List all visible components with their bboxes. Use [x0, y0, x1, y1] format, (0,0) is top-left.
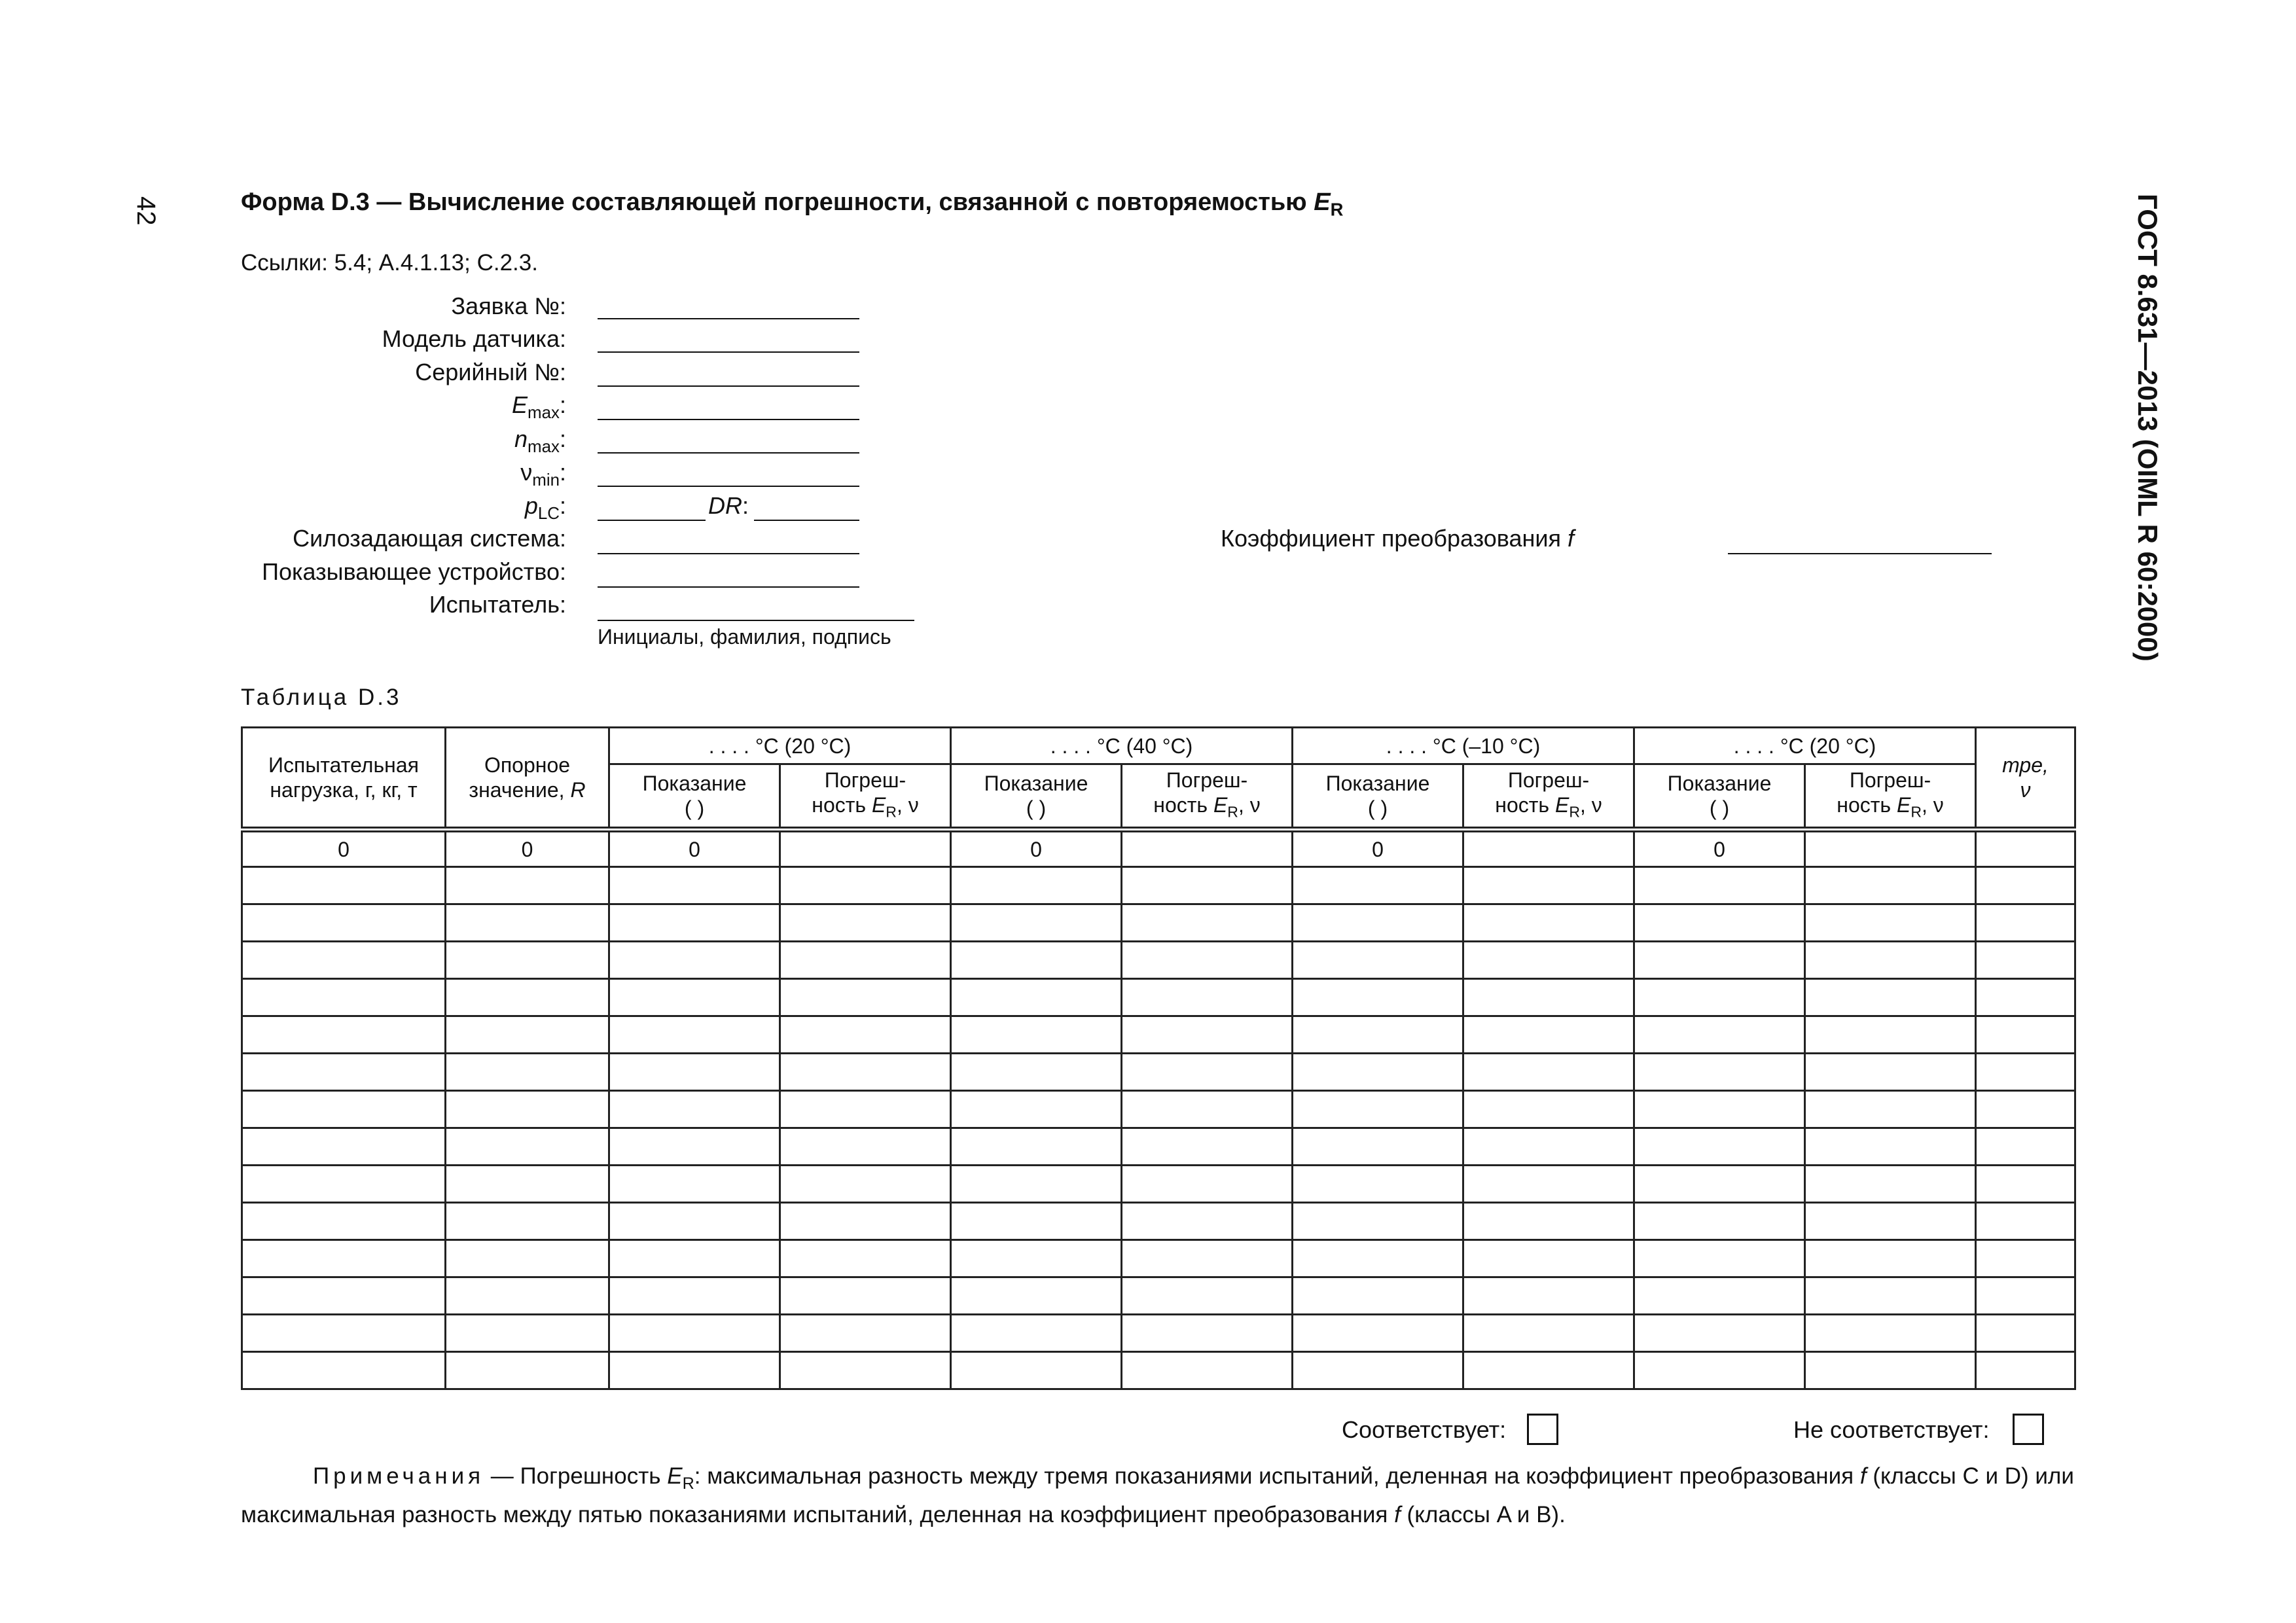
table-cell[interactable]: [1634, 1352, 1805, 1389]
table-cell[interactable]: [1805, 904, 1976, 942]
table-cell[interactable]: 0: [242, 830, 446, 867]
table-cell[interactable]: [1463, 1054, 1634, 1091]
table-cell[interactable]: [780, 1203, 951, 1240]
table-cell[interactable]: [609, 904, 780, 942]
table-cell[interactable]: [1805, 1054, 1976, 1091]
table-cell[interactable]: [1122, 1352, 1293, 1389]
table-cell[interactable]: [609, 1203, 780, 1240]
header-reading: [609, 764, 780, 830]
serial-label: Серийный №:: [415, 359, 566, 385]
table-cell[interactable]: [242, 1091, 446, 1128]
table-cell[interactable]: [1976, 1091, 2075, 1128]
table-row: [242, 1352, 2075, 1389]
table-cell[interactable]: [1463, 1352, 1634, 1389]
table-cell[interactable]: [1122, 1203, 1293, 1240]
table-cell[interactable]: [1976, 867, 2075, 904]
table-cell[interactable]: [780, 979, 951, 1016]
table-cell[interactable]: [1293, 1054, 1463, 1091]
table-cell[interactable]: [1293, 867, 1463, 904]
table-cell[interactable]: [609, 1091, 780, 1128]
vmin-suffix: :: [559, 459, 566, 486]
conversion-symbol: f: [1568, 525, 1575, 552]
conversion-label: [1221, 525, 1574, 552]
error-sub: R: [1227, 803, 1238, 821]
dr-label: [708, 492, 749, 520]
table-cell[interactable]: [1634, 1166, 1805, 1203]
error-label-2: ность: [1153, 793, 1208, 817]
table-cell[interactable]: [1463, 1203, 1634, 1240]
table-cell[interactable]: [951, 1016, 1122, 1054]
signature-caption: Инициалы, фамилия, подпись: [598, 625, 891, 649]
table-cell[interactable]: [1805, 1277, 1976, 1315]
header-req-text: тре,: [2002, 753, 2049, 777]
force-system-line[interactable]: [598, 553, 859, 554]
dr-symbol: DR: [708, 492, 742, 519]
table-cell[interactable]: [1634, 1203, 1805, 1240]
table-cell[interactable]: [780, 867, 951, 904]
table-cell[interactable]: [446, 1277, 609, 1315]
table-cell[interactable]: [446, 1352, 609, 1389]
table-cell[interactable]: [780, 1315, 951, 1352]
error-unit: , ν: [896, 793, 919, 817]
header-group-4: . . . . °C (20 °C): [1634, 728, 1976, 764]
table-cell[interactable]: [1122, 979, 1293, 1016]
error-sub: R: [1910, 803, 1922, 821]
table-cell[interactable]: [1293, 1128, 1463, 1166]
header-group-1: . . . . °C (20 °C): [609, 728, 951, 764]
table-cell[interactable]: [609, 1352, 780, 1389]
reading-label: Показание: [1325, 772, 1430, 795]
header-error: [1122, 764, 1293, 830]
tester-label: Испытатель:: [429, 591, 566, 618]
table-cell[interactable]: 0: [951, 830, 1122, 867]
table-cell[interactable]: [446, 1166, 609, 1203]
plc-line[interactable]: [598, 520, 706, 521]
table-row: [242, 1016, 2075, 1054]
table-cell[interactable]: [951, 1166, 1122, 1203]
table-cell[interactable]: [609, 867, 780, 904]
table-cell[interactable]: [1634, 1054, 1805, 1091]
force-system-label: Силозадающая система:: [293, 525, 566, 552]
table-cell[interactable]: [242, 904, 446, 942]
emax-sub: max: [528, 404, 560, 423]
dr-line[interactable]: [754, 520, 859, 521]
table-cell[interactable]: [1805, 1128, 1976, 1166]
table-row: [242, 1277, 2075, 1315]
serial-line[interactable]: [598, 385, 859, 387]
table-cell[interactable]: [1634, 904, 1805, 942]
indicator-line[interactable]: [598, 586, 859, 588]
table-cell[interactable]: 0: [1634, 830, 1805, 867]
error-sub: R: [886, 803, 897, 821]
table-cell[interactable]: [1122, 1240, 1293, 1277]
table-cell[interactable]: [1293, 1315, 1463, 1352]
error-symbol: E: [1896, 793, 1911, 817]
table-cell[interactable]: [609, 1166, 780, 1203]
error-label-2: ность: [1837, 793, 1892, 817]
table-cell[interactable]: [1293, 904, 1463, 942]
nmax-sub: max: [528, 438, 560, 457]
table-cell[interactable]: [1805, 1203, 1976, 1240]
table-cell[interactable]: [242, 1166, 446, 1203]
nmax-suffix: :: [559, 425, 566, 452]
table-row: [242, 1203, 2075, 1240]
table-cell[interactable]: [1293, 1166, 1463, 1203]
table-cell[interactable]: [951, 1240, 1122, 1277]
notes-text-3: (классы A и B).: [1400, 1502, 1566, 1527]
reading-paren: ( ): [1367, 796, 1388, 820]
table-cell[interactable]: [1976, 904, 2075, 942]
notes-sub: R: [682, 1474, 694, 1493]
table-cell[interactable]: [609, 1277, 780, 1315]
error-unit: , ν: [1921, 793, 1944, 817]
emax-symbol: E: [512, 391, 528, 418]
table-cell[interactable]: [609, 979, 780, 1016]
notes-symbol: E: [667, 1463, 683, 1489]
table-cell[interactable]: [1805, 1016, 1976, 1054]
table-cell[interactable]: [242, 1128, 446, 1166]
pass-checkbox[interactable]: [1527, 1414, 1558, 1445]
table-row: [242, 1128, 2075, 1166]
notes-dash: — Погрешность: [484, 1463, 668, 1489]
table-cell[interactable]: [1976, 1315, 2075, 1352]
plc-symbol: p: [524, 492, 538, 519]
table-cell[interactable]: [780, 1128, 951, 1166]
table-cell[interactable]: [1805, 979, 1976, 1016]
table-cell[interactable]: [446, 1203, 609, 1240]
table-cell[interactable]: [1463, 904, 1634, 942]
table-cell[interactable]: [1976, 1054, 2075, 1091]
table-cell[interactable]: [446, 1054, 609, 1091]
table-cell[interactable]: [446, 942, 609, 979]
table-cell[interactable]: [1976, 1203, 2075, 1240]
reading-paren: ( ): [1709, 796, 1730, 820]
indicator-label: Показывающее устройство:: [262, 558, 566, 585]
table-cell[interactable]: [1122, 1277, 1293, 1315]
table-label: Таблица D.3: [241, 685, 402, 710]
table-row: [242, 1166, 2075, 1203]
table-cell[interactable]: [951, 1091, 1122, 1128]
table-cell[interactable]: [1805, 1091, 1976, 1128]
form-title: [241, 188, 1343, 221]
table-cell[interactable]: [1122, 1091, 1293, 1128]
notes-lead: Примечания: [313, 1463, 485, 1489]
table-cell[interactable]: [1976, 1352, 2075, 1389]
plc-sub: LC: [537, 505, 560, 524]
header-reference-text: Опорное значение,: [469, 753, 571, 802]
table-cell[interactable]: [1463, 1240, 1634, 1277]
error-sub: R: [1569, 803, 1580, 821]
table-cell[interactable]: [951, 979, 1122, 1016]
table-cell[interactable]: [951, 1128, 1122, 1166]
error-label-2: ность: [812, 793, 867, 817]
table-cell[interactable]: [1293, 1240, 1463, 1277]
table-cell[interactable]: [609, 942, 780, 979]
table-cell[interactable]: [446, 1315, 609, 1352]
table-cell[interactable]: [446, 904, 609, 942]
form-title-symbol: E: [1314, 188, 1331, 216]
table-cell[interactable]: [1463, 1166, 1634, 1203]
table-cell[interactable]: [446, 979, 609, 1016]
table-cell[interactable]: [609, 1016, 780, 1054]
table-cell[interactable]: [1976, 1128, 2075, 1166]
error-symbol: E: [1213, 793, 1228, 817]
table-cell[interactable]: [1122, 867, 1293, 904]
emax-line[interactable]: [598, 419, 859, 420]
table-cell[interactable]: [242, 1203, 446, 1240]
table-cell[interactable]: 0: [1293, 830, 1463, 867]
header-error: [1463, 764, 1634, 830]
error-symbol: E: [871, 793, 886, 817]
table-cell[interactable]: [1293, 1091, 1463, 1128]
table-cell[interactable]: [951, 1277, 1122, 1315]
table-cell[interactable]: [1634, 1240, 1805, 1277]
table-cell[interactable]: [1805, 1166, 1976, 1203]
table-cell[interactable]: [1463, 1016, 1634, 1054]
table-cell[interactable]: [1122, 1128, 1293, 1166]
notes-f1: f: [1859, 1463, 1867, 1489]
table-cell[interactable]: [1976, 1240, 2075, 1277]
reading-paren: ( ): [684, 796, 705, 820]
header-group-2: . . . . °C (40 °C): [951, 728, 1293, 764]
table-row: [242, 1091, 2075, 1128]
reading-paren: ( ): [1026, 796, 1047, 820]
table-cell[interactable]: [1976, 830, 2075, 867]
table-cell[interactable]: [951, 1203, 1122, 1240]
table-cell[interactable]: [1463, 830, 1634, 867]
table-cell[interactable]: [1293, 1352, 1463, 1389]
error-label-1: Погреш-: [1849, 768, 1931, 792]
table-cell[interactable]: [1122, 1016, 1293, 1054]
table-cell[interactable]: [1122, 830, 1293, 867]
table-cell[interactable]: [242, 1054, 446, 1091]
header-reading: [1634, 764, 1805, 830]
table-row: [242, 942, 2075, 979]
standard-code: ГОСТ 8.631—2013 (OIML R 60:2000): [2132, 194, 2163, 662]
table-cell[interactable]: 0: [609, 830, 780, 867]
table-cell[interactable]: [1634, 1315, 1805, 1352]
table-cell[interactable]: [780, 904, 951, 942]
table-cell[interactable]: [1463, 1277, 1634, 1315]
table-row: [242, 1240, 2075, 1277]
header-error: [1805, 764, 1976, 830]
table-row: [242, 904, 2075, 942]
table-cell[interactable]: [242, 1016, 446, 1054]
emax-label: [196, 391, 566, 427]
table-cell[interactable]: [1976, 1277, 2075, 1315]
header-load: Испытательная нагрузка, г, кг, т: [242, 728, 446, 830]
table-cell[interactable]: [1805, 1240, 1976, 1277]
reading-label: Показание: [642, 772, 747, 795]
vmin-sub: min: [532, 471, 560, 490]
table-cell[interactable]: [1122, 904, 1293, 942]
nmax-label: [196, 425, 566, 461]
table-cell[interactable]: [1634, 1277, 1805, 1315]
table-cell[interactable]: [951, 1315, 1122, 1352]
table-cell[interactable]: [1805, 830, 1976, 867]
table-cell[interactable]: [242, 1315, 446, 1352]
header-requirement: [1976, 728, 2075, 830]
notes-text-2: (классы C и D) или максимальная разность между пятью показаниями испытаний, деленная на коэффициент преобразования: [241, 1463, 2074, 1527]
plc-suffix: :: [559, 492, 566, 519]
dr-suffix: :: [742, 492, 749, 519]
tester-signature-line[interactable]: [598, 620, 914, 621]
table-cell[interactable]: [1122, 1315, 1293, 1352]
references: Ссылки: 5.4; A.4.1.13; C.2.3.: [241, 250, 538, 276]
table-cell[interactable]: [1463, 1128, 1634, 1166]
table-cell[interactable]: [951, 1352, 1122, 1389]
table-cell[interactable]: [780, 1240, 951, 1277]
table-cell[interactable]: [1463, 942, 1634, 979]
table-row: [242, 979, 2075, 1016]
header-reference-symbol: R: [570, 778, 586, 802]
table-cell[interactable]: [1634, 1091, 1805, 1128]
table-cell[interactable]: [1976, 1016, 2075, 1054]
table-row: [242, 1315, 2075, 1352]
fail-label: Не соответствует:: [1793, 1416, 1990, 1443]
table-cell[interactable]: [242, 942, 446, 979]
table-cell[interactable]: [1293, 1277, 1463, 1315]
table-cell[interactable]: [780, 830, 951, 867]
table-cell[interactable]: [1634, 942, 1805, 979]
table-cell[interactable]: [780, 1091, 951, 1128]
error-symbol: E: [1554, 793, 1570, 817]
sensor-model-line[interactable]: [598, 351, 859, 353]
table-cell[interactable]: [1805, 1352, 1976, 1389]
table-cell[interactable]: [609, 1315, 780, 1352]
table-cell[interactable]: [1634, 1016, 1805, 1054]
table-cell[interactable]: [1293, 942, 1463, 979]
error-label-1: Погреш-: [1166, 768, 1248, 792]
plc-label: [196, 492, 566, 527]
form-title-sub: R: [1330, 199, 1344, 220]
data-table: [241, 726, 2076, 1390]
notes-f2: f: [1394, 1502, 1401, 1527]
table-cell[interactable]: [1805, 1315, 1976, 1352]
table-cell[interactable]: [951, 1054, 1122, 1091]
table-cell[interactable]: [1634, 1128, 1805, 1166]
table-cell[interactable]: [1634, 979, 1805, 1016]
header-reading: [1293, 764, 1463, 830]
table-cell[interactable]: [1976, 979, 2075, 1016]
table-cell[interactable]: [1976, 942, 2075, 979]
header-error: [780, 764, 951, 830]
table-cell[interactable]: [609, 1054, 780, 1091]
error-unit: , ν: [1579, 793, 1602, 817]
header-group-3: . . . . °C (–10 °C): [1293, 728, 1634, 764]
table-cell[interactable]: [780, 1277, 951, 1315]
table-cell[interactable]: [1122, 1166, 1293, 1203]
table-cell[interactable]: [242, 1277, 446, 1315]
fail-checkbox[interactable]: [2013, 1414, 2044, 1445]
table-cell[interactable]: [609, 1240, 780, 1277]
table-cell[interactable]: [242, 979, 446, 1016]
table-cell[interactable]: [1805, 942, 1976, 979]
table-cell[interactable]: [1293, 979, 1463, 1016]
table-cell[interactable]: [609, 1128, 780, 1166]
nmax-line[interactable]: [598, 452, 859, 454]
application-label: Заявка №:: [451, 293, 566, 319]
table-cell[interactable]: [242, 1240, 446, 1277]
application-line[interactable]: [598, 318, 859, 319]
table-cell[interactable]: [1463, 867, 1634, 904]
table-cell[interactable]: [1463, 1091, 1634, 1128]
nmax-symbol: n: [514, 425, 528, 452]
reading-label: Показание: [1667, 772, 1772, 795]
table-cell[interactable]: [1463, 1315, 1634, 1352]
page-number: 42: [132, 196, 160, 226]
notes: [241, 1461, 2081, 1531]
table-cell[interactable]: [1805, 867, 1976, 904]
vmin-symbol: ν: [520, 459, 533, 486]
table-cell[interactable]: [242, 867, 446, 904]
table-row: [242, 830, 2075, 867]
table-cell[interactable]: [1293, 1203, 1463, 1240]
pass-label: Соответствует:: [1342, 1416, 1507, 1443]
table-cell[interactable]: [951, 904, 1122, 942]
vmin-line[interactable]: [598, 486, 859, 487]
header-req-unit: ν: [2020, 778, 2031, 802]
error-label-1: Погреш-: [1507, 768, 1590, 792]
table-cell[interactable]: [780, 1054, 951, 1091]
table-cell[interactable]: [1634, 867, 1805, 904]
table-cell[interactable]: [1463, 979, 1634, 1016]
error-label-1: Погреш-: [824, 768, 906, 792]
table-cell[interactable]: [446, 1091, 609, 1128]
conversion-line[interactable]: [1728, 553, 1992, 554]
table-cell[interactable]: [780, 1352, 951, 1389]
table-cell[interactable]: 0: [446, 830, 609, 867]
table-cell[interactable]: [1122, 942, 1293, 979]
table-body: [242, 830, 2075, 1389]
table-cell[interactable]: [446, 1016, 609, 1054]
table-cell[interactable]: [780, 1166, 951, 1203]
notes-text-1: : максимальная разность между тремя показаниями испытаний, деленная на коэффициент преобразования: [694, 1463, 1860, 1489]
error-label-2: ность: [1495, 793, 1550, 817]
vmin-label: [196, 459, 566, 494]
table-cell[interactable]: [1293, 1016, 1463, 1054]
error-unit: , ν: [1238, 793, 1261, 817]
table-cell[interactable]: [1976, 1166, 2075, 1203]
table-cell[interactable]: [242, 1352, 446, 1389]
table-cell[interactable]: [1122, 1054, 1293, 1091]
table-cell[interactable]: [951, 942, 1122, 979]
table-row: [242, 867, 2075, 904]
conversion-text: Коэффициент преобразования: [1221, 525, 1561, 552]
header-reference: [446, 728, 609, 830]
table-cell[interactable]: [951, 867, 1122, 904]
table-row: [242, 1054, 2075, 1091]
header-reading: [951, 764, 1122, 830]
sensor-model-label: Модель датчика:: [382, 325, 566, 352]
emax-suffix: :: [559, 391, 566, 418]
table-cell[interactable]: [446, 1240, 609, 1277]
table-cell[interactable]: [446, 1128, 609, 1166]
table-cell[interactable]: [446, 867, 609, 904]
table-cell[interactable]: [780, 942, 951, 979]
form-title-text: Форма D.3 — Вычисление составляющей погрешности, связанной с повторяемостью: [241, 188, 1307, 216]
table-cell[interactable]: [780, 1016, 951, 1054]
reading-label: Показание: [984, 772, 1088, 795]
